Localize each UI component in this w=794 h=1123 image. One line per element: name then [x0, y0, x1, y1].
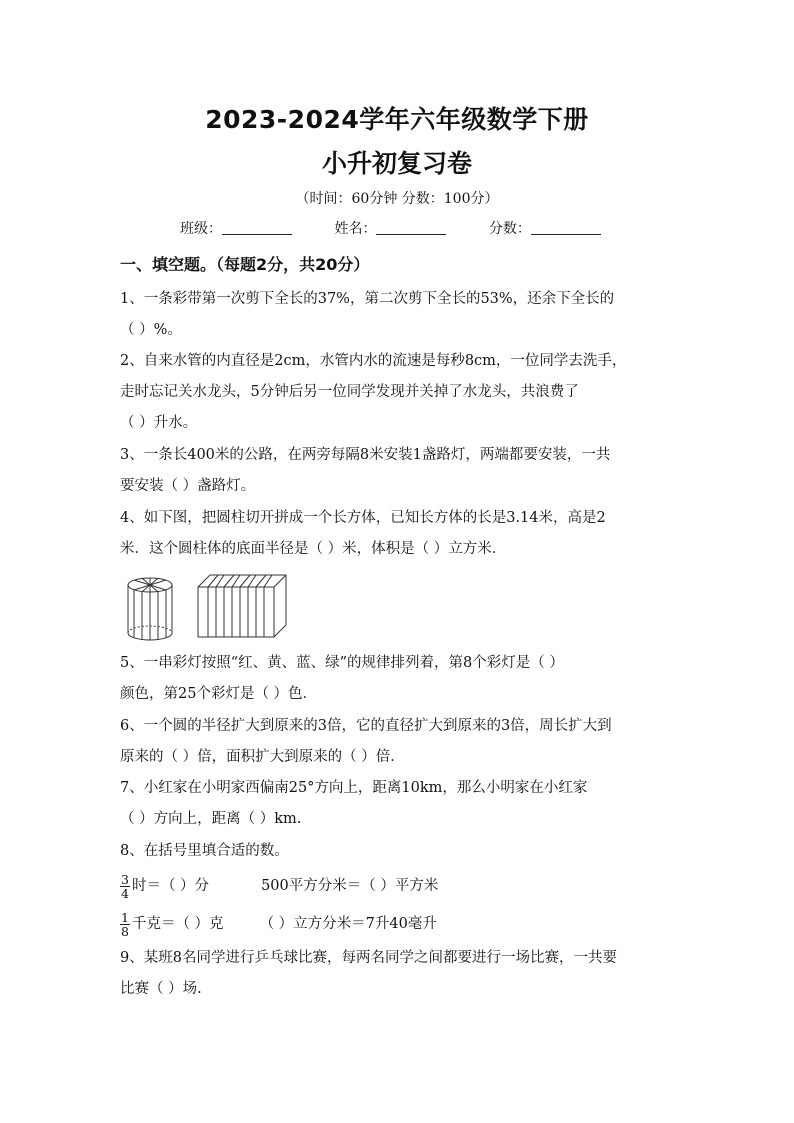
fraction: [120, 911, 130, 938]
question-text: 1、一条彩带第一次剪下全长的37%，第二次剪下全长的53%，还余下全长的: [120, 291, 615, 307]
section-heading: 一、填空题。（每题2分，共20分）: [120, 255, 370, 274]
question-2: [120, 346, 680, 439]
question-text: 时＝（ ）分: [131, 878, 210, 894]
question-line: [120, 867, 680, 905]
cylinder-cuboid-figure: [120, 573, 290, 643]
fraction-numerator: 1: [121, 909, 129, 925]
question-4: [120, 503, 680, 565]
question-text: 6、一个圆的半径扩大到原来的3倍，它的直径扩大到原来的3倍，周长扩大到: [120, 718, 612, 734]
question-text: 颜色，第25个彩灯是（ ）色．: [120, 686, 318, 702]
class-label: 班级：: [180, 221, 222, 237]
cuboid-drawing: [198, 575, 286, 637]
name-field[interactable]: [376, 220, 446, 235]
question-text: 500平方分米＝（ ）平方米: [261, 878, 439, 894]
question-text: 8、在括号里填合适的数。: [120, 843, 289, 859]
score-field[interactable]: [531, 220, 601, 235]
question-5: [120, 648, 680, 710]
name-label: 姓名：: [334, 221, 377, 237]
question-7: [120, 773, 680, 835]
fraction: [120, 873, 130, 900]
question-text: （ ）%。: [120, 322, 182, 338]
fraction-numerator: 3: [121, 871, 129, 887]
question-1: [120, 284, 680, 346]
page-title: 2023-2024学年六年级数学下册: [205, 105, 589, 134]
student-info-fields: [180, 218, 639, 238]
fraction-denominator: 8: [121, 923, 129, 939]
question-text: 原来的（ ）倍，面积扩大到原来的（ ）倍．: [120, 749, 405, 765]
class-field[interactable]: [222, 220, 292, 235]
fraction-denominator: 4: [121, 885, 129, 901]
question-text: 要安装（ ）盏路灯。: [120, 478, 256, 494]
question-text: 走时忘记关水龙头，5分钟后另一位同学发现并关掉了水龙头，共浪费了: [120, 384, 579, 400]
question-text: 4、如下图，把圆柱切开拼成一个长方体，已知长方体的长是3.14米，高是2: [120, 510, 606, 526]
question-3: [120, 440, 680, 502]
question-text: 米．这个圆柱体的底面半径是（ ）米，体积是（ ）立方米．: [120, 541, 507, 557]
question-line: [120, 905, 680, 943]
question-text: （ ）升水。: [120, 415, 198, 431]
question-6: [120, 711, 680, 773]
page-subtitle: 小升初复习卷: [321, 149, 472, 178]
question-text: 3、一条长400米的公路，在两旁每隔8米安装1盏路灯，两端都要安装，一共: [120, 447, 611, 463]
cylinder-drawing: [128, 578, 172, 640]
question-text: （ ）立方分米＝7升40毫升: [259, 916, 437, 932]
question-8: [120, 836, 680, 943]
question-text: 千克＝（ ）克: [131, 916, 224, 932]
question-text: 5、一串彩灯按照“红、黄、蓝、绿”的规律排列着，第8个彩灯是（ ）: [120, 655, 564, 671]
exam-meta: （时间：60分钟 分数：100分）: [295, 191, 499, 207]
question-text: 比赛（ ）场.: [120, 981, 202, 997]
question-text: 2、自来水管的内直径是2cm，水管内水的流速是每秒8cm，一位同学去洗手，: [120, 353, 627, 369]
question-text: 7、小红家在小明家西偏南25°方向上，距离10km，那么小明家在小红家: [120, 780, 588, 796]
score-label: 分数：: [488, 221, 531, 237]
question-text: （ ）方向上，距离（ ）km.: [120, 811, 302, 827]
question-9: [120, 943, 680, 1005]
question-text: 9、某班8名同学进行乒乓球比赛，每两名同学之间都要进行一场比赛，一共要: [120, 950, 617, 966]
